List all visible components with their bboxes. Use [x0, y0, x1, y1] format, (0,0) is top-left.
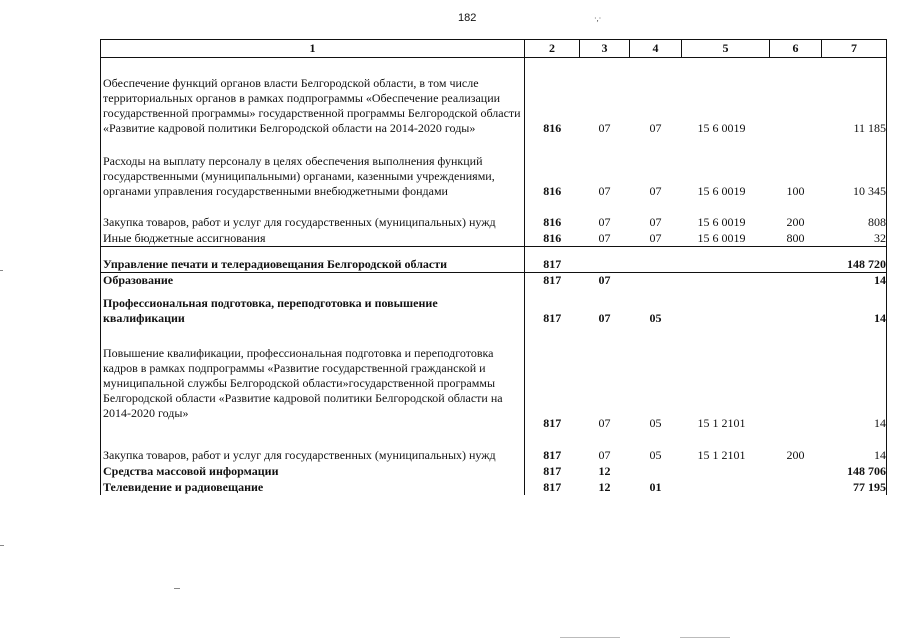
row-name: Закупка товаров, работ и услуг для государственных (муниципальных) нужд — [101, 431, 525, 463]
row-name: Образование — [101, 272, 525, 288]
row-col3: 07 — [598, 120, 611, 135]
row-col4 — [630, 463, 682, 479]
table-row — [101, 463, 887, 479]
row-col5: 15 6 0019 — [697, 120, 746, 135]
row-col5 — [682, 246, 770, 272]
row-col6 — [770, 479, 822, 495]
row-col2: 817 — [525, 463, 580, 479]
row-col7: 11 185 — [822, 58, 887, 136]
row-col6 — [770, 272, 822, 288]
table-row — [101, 288, 887, 326]
row-col4: 05 — [649, 415, 662, 430]
row-col4: 05 — [649, 311, 662, 326]
row-col3 — [580, 246, 630, 272]
table-row — [101, 272, 887, 288]
row-col7: 14 — [822, 288, 887, 326]
row-name: Иные бюджетные ассигнования — [101, 230, 525, 246]
row-col5 — [682, 272, 770, 288]
row-col6 — [770, 246, 822, 272]
header-col-5: 5 — [682, 40, 770, 58]
row-col3: 12 — [598, 463, 611, 478]
header-col-3: 3 — [580, 40, 630, 58]
row-col6: 800 — [786, 230, 805, 245]
row-col6 — [770, 58, 822, 136]
table-header-row — [101, 40, 887, 58]
row-col4: 07 — [649, 230, 662, 245]
row-col2: 816 — [525, 230, 580, 246]
table-row — [101, 479, 887, 495]
row-col5: 15 6 0019 — [697, 215, 746, 230]
scan-speck: ·,· — [594, 14, 602, 23]
row-col3: 07 — [598, 215, 611, 230]
header-col-4: 4 — [630, 40, 682, 58]
row-col4 — [630, 272, 682, 288]
row-name: Управление печати и телерадиовещания Белгородской области — [101, 246, 525, 272]
row-col6 — [770, 463, 822, 479]
header-col-6: 6 — [770, 40, 822, 58]
budget-table — [100, 39, 887, 495]
scan-mark-left — [0, 545, 4, 546]
row-col2: 817 — [525, 431, 580, 463]
row-col2: 816 — [525, 136, 580, 199]
row-col4: 07 — [649, 120, 662, 135]
row-col4: 01 — [649, 480, 662, 494]
row-name: Повышение квалификации, профессиональная подготовка и переподготовка кадров в рамках подпрограммы «Развитие государственной гражданской и муниципальной службы Белгородской области»государственной программы Белгородской области «Развитие кадровой политики Белгородской области на 2014-2020 годы» — [101, 326, 525, 430]
row-col4: 05 — [649, 447, 662, 462]
row-col6 — [770, 326, 822, 430]
row-name: Профессиональная подготовка, переподготовка и повышение квалификации — [101, 288, 525, 326]
row-col5: 15 6 0019 — [697, 183, 746, 198]
table-row — [101, 58, 887, 136]
row-col2: 816 — [525, 58, 580, 136]
row-col2: 817 — [525, 272, 580, 288]
row-col2: 816 — [525, 199, 580, 230]
row-col5: 15 1 2101 — [697, 415, 746, 430]
row-name: Телевидение и радиовещание — [101, 479, 525, 495]
scan-mark-bottom — [174, 588, 180, 589]
row-name: Расходы на выплату персоналу в целях обеспечения выполнения функций государственными (муниципальными) органами, казенными учреждениями, органами управления государственными внебюджетными фондами — [101, 136, 525, 199]
row-col6: 200 — [786, 447, 805, 462]
row-col4: 07 — [649, 215, 662, 230]
row-col5: 15 1 2101 — [697, 447, 746, 462]
table-row — [101, 136, 887, 199]
row-col3: 07 — [598, 447, 611, 462]
budget-table-container — [100, 39, 886, 495]
table-row — [101, 246, 887, 272]
row-col7: 10 345 — [822, 136, 887, 199]
row-col3: 07 — [580, 272, 630, 288]
row-col6: 200 — [786, 215, 805, 230]
header-col-7: 7 — [822, 40, 887, 58]
row-col7: 14 — [822, 326, 887, 430]
row-col6: 100 — [786, 183, 805, 198]
row-col2: 817 — [525, 288, 580, 326]
row-col6 — [770, 288, 822, 326]
row-col2: 817 — [525, 479, 580, 495]
row-col3: 07 — [598, 311, 611, 326]
header-col-2: 2 — [525, 40, 580, 58]
header-col-1: 1 — [101, 40, 525, 58]
row-col4 — [630, 246, 682, 272]
row-col5: 15 6 0019 — [697, 230, 746, 245]
row-col7: 808 — [822, 199, 887, 230]
row-name: Средства массовой информации — [101, 463, 525, 479]
row-col5 — [682, 288, 770, 326]
page-number: 182 — [458, 12, 477, 24]
row-col7: 32 — [822, 230, 887, 246]
row-col5 — [682, 463, 770, 479]
table-row — [101, 199, 887, 230]
scan-mark-bottom — [680, 637, 730, 638]
row-name: Закупка товаров, работ и услуг для государственных (муниципальных) нужд — [101, 199, 525, 230]
row-col7: 77 195 — [822, 479, 887, 495]
row-col7: 148 720 — [822, 246, 887, 272]
scan-mark-left — [0, 270, 3, 271]
row-col2: 817 — [525, 246, 580, 272]
table-row — [101, 230, 887, 246]
row-col3: 07 — [598, 230, 611, 245]
row-col7: 148 706 — [822, 463, 887, 479]
row-col4: 07 — [649, 183, 662, 198]
table-row — [101, 431, 887, 463]
table-row — [101, 326, 887, 430]
row-name: Обеспечение функций органов власти Белгородской области, в том числе территориальных органов в рамках подпрограммы «Обеспечение реализации государственной программы» государственной программы Белгородской области «Развитие кадровой политики Белгородской области на 2014-2020 годы» — [101, 58, 525, 136]
row-col5 — [682, 479, 770, 495]
scan-mark-bottom — [560, 637, 620, 638]
row-col2: 817 — [525, 326, 580, 430]
row-col7: 14 — [822, 431, 887, 463]
row-col7: 14 — [822, 272, 887, 288]
row-col3: 12 — [598, 480, 611, 494]
row-col3: 07 — [598, 415, 611, 430]
row-col3: 07 — [598, 183, 611, 198]
